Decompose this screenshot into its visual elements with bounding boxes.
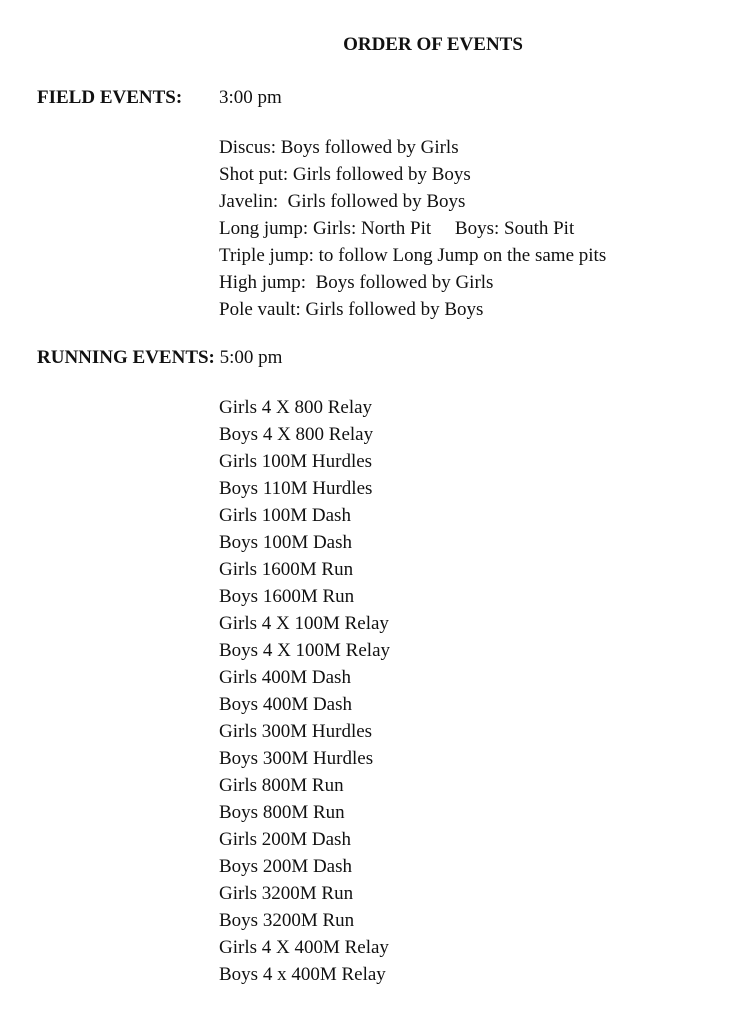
running-events-list — [219, 394, 390, 988]
list-item: Girls 4 X 100M Relay — [219, 613, 389, 634]
list-item: Triple jump: to follow Long Jump on the same pits — [219, 245, 607, 266]
list-item: Long jump: Girls: North Pit Boys: South Pit — [219, 218, 575, 239]
list-item: Girls 800M Run — [219, 775, 344, 796]
field-events-list — [219, 134, 606, 323]
list-item: Boys 110M Hurdles — [219, 478, 373, 499]
field-events-time: 3:00 pm — [219, 87, 282, 108]
list-item: Boys 400M Dash — [219, 694, 353, 715]
list-item: Girls 100M Hurdles — [219, 451, 373, 472]
list-item: Girls 4 X 800 Relay — [219, 397, 373, 418]
running-events-heading: RUNNING EVENTS: — [37, 347, 215, 368]
list-item: Discus: Boys followed by Girls — [219, 137, 459, 158]
list-item: Pole vault: Girls followed by Boys — [219, 299, 484, 320]
list-item: Girls 200M Dash — [219, 829, 351, 850]
list-item: Javelin: Girls followed by Boys — [219, 191, 466, 212]
list-item: Girls 3200M Run — [219, 883, 354, 904]
list-item: Girls 100M Dash — [219, 505, 351, 526]
list-item: Boys 100M Dash — [219, 532, 353, 553]
list-item: Boys 4 X 100M Relay — [219, 640, 390, 661]
list-item: Shot put: Girls followed by Boys — [219, 164, 471, 185]
list-item: Girls 1600M Run — [219, 559, 354, 580]
page-title: ORDER OF EVENTS — [343, 34, 523, 55]
list-item: Boys 3200M Run — [219, 910, 355, 931]
list-item: Girls 400M Dash — [219, 667, 351, 688]
running-events-time: 5:00 pm — [219, 347, 283, 368]
list-item: Boys 800M Run — [219, 802, 345, 823]
running-events-header — [37, 344, 282, 371]
list-item: High jump: Boys followed by Girls — [219, 272, 494, 293]
list-item: Boys 1600M Run — [219, 586, 355, 607]
list-item: Boys 4 X 800 Relay — [219, 424, 374, 445]
field-events-heading: FIELD EVENTS: — [37, 87, 183, 108]
list-item: Girls 300M Hurdles — [219, 721, 373, 742]
list-item: Boys 200M Dash — [219, 856, 353, 877]
list-item: Girls 4 X 400M Relay — [219, 937, 389, 958]
list-item: Boys 300M Hurdles — [219, 748, 374, 769]
list-item: Boys 4 x 400M Relay — [219, 964, 386, 985]
